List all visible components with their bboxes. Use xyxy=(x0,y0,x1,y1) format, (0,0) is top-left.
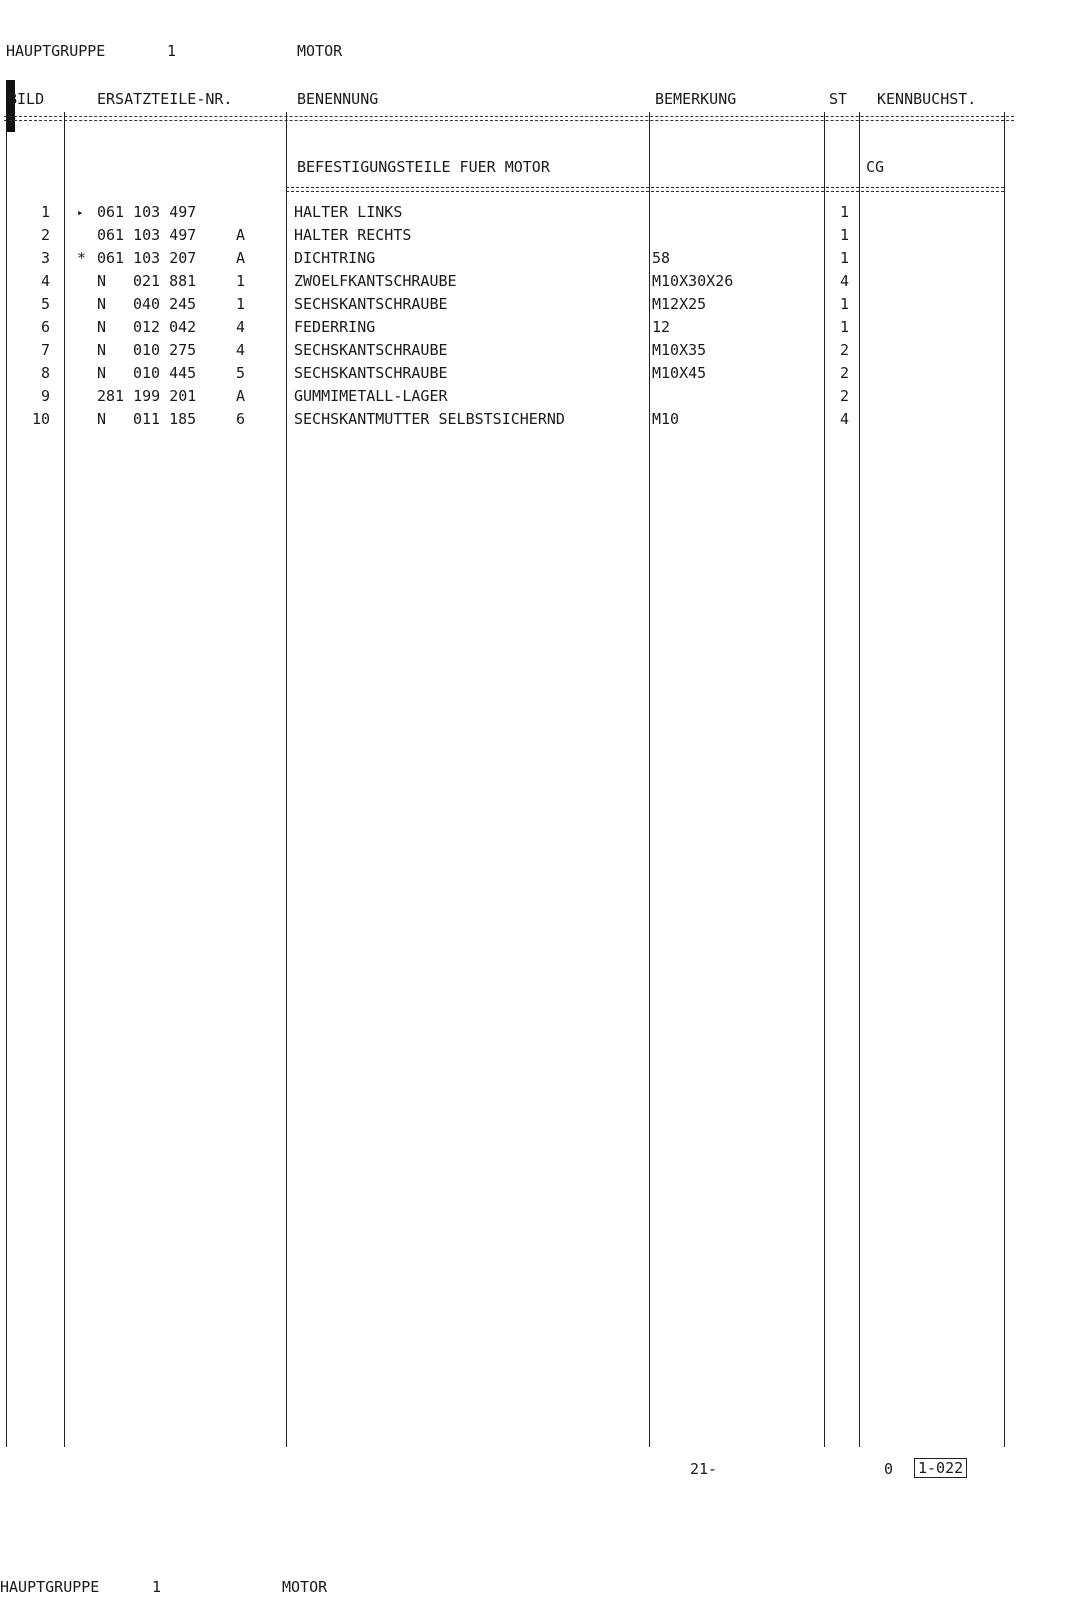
table-row xyxy=(0,203,1040,226)
row-suffix: 4 xyxy=(236,318,246,336)
row-bild: 8 xyxy=(40,364,50,382)
col-header-part-number: ERSATZTEILE-NR. xyxy=(97,90,233,108)
footer-prefix: 0 xyxy=(884,1460,894,1478)
row-bild: 4 xyxy=(40,272,50,290)
row-marker: ▸ xyxy=(77,206,84,219)
col-header-qty: ST xyxy=(829,90,848,108)
row-bild: 3 xyxy=(40,249,50,267)
section-rule-2 xyxy=(286,191,1004,192)
row-bild: 2 xyxy=(40,226,50,244)
row-qty: 2 xyxy=(840,364,850,382)
row-qty: 1 xyxy=(840,295,850,313)
row-qty: 2 xyxy=(840,341,850,359)
col-header-code: KENNBUCHST. xyxy=(877,90,977,108)
row-qty: 2 xyxy=(840,387,850,405)
row-prefix: N xyxy=(97,295,107,313)
row-qty: 1 xyxy=(840,203,850,221)
row-qty: 4 xyxy=(840,410,850,428)
row-bild: 10 xyxy=(31,410,50,428)
row-part-number: 021 881 xyxy=(133,272,197,290)
table-row xyxy=(0,364,1040,387)
table-row xyxy=(0,295,1040,318)
table-row xyxy=(0,226,1040,249)
row-part-number: 012 042 xyxy=(133,318,197,336)
row-prefix: N xyxy=(97,272,107,290)
row-bild: 7 xyxy=(40,341,50,359)
row-part-number: 011 185 xyxy=(133,410,197,428)
table-row xyxy=(0,272,1040,295)
row-qty: 4 xyxy=(840,272,850,290)
row-prefix: N xyxy=(97,410,107,428)
row-bild: 9 xyxy=(40,387,50,405)
row-remark: M10X35 xyxy=(652,341,707,359)
row-part-number: 061 103 497 xyxy=(97,226,197,244)
row-suffix: A xyxy=(236,249,246,267)
table-row xyxy=(0,341,1040,364)
row-name: SECHSKANTSCHRAUBE xyxy=(294,341,448,359)
row-name: SECHSKANTSCHRAUBE xyxy=(294,295,448,313)
row-remark: M12X25 xyxy=(652,295,707,313)
row-remark: M10 xyxy=(652,410,680,428)
group-title: MOTOR xyxy=(297,42,343,60)
row-part-number: 281 199 201 xyxy=(97,387,197,405)
row-suffix: 1 xyxy=(236,295,246,313)
row-name: SECHSKANTMUTTER SELBSTSICHERND xyxy=(294,410,565,428)
row-remark: M10X30X26 xyxy=(652,272,734,290)
row-remark: 12 xyxy=(652,318,671,336)
row-prefix: N xyxy=(97,318,107,336)
reference-box: 1-022 xyxy=(914,1458,967,1478)
col-header-bild: BILD xyxy=(8,90,45,108)
row-suffix: A xyxy=(236,387,246,405)
row-prefix: N xyxy=(97,364,107,382)
row-part-number: 061 103 207 xyxy=(97,249,197,267)
table-row xyxy=(0,249,1040,272)
table-row xyxy=(0,318,1040,341)
row-suffix: 1 xyxy=(236,272,246,290)
row-part-number: 010 445 xyxy=(133,364,197,382)
col-header-name: BENENNUNG xyxy=(297,90,379,108)
row-name: GUMMIMETALL-LAGER xyxy=(294,387,448,405)
row-remark: M10X45 xyxy=(652,364,707,382)
table-row xyxy=(0,410,1040,433)
row-name: ZWOELFKANTSCHRAUBE xyxy=(294,272,457,290)
next-group-title: MOTOR xyxy=(282,1578,328,1596)
row-part-number: 061 103 497 xyxy=(97,203,197,221)
row-name: FEDERRING xyxy=(294,318,376,336)
section-rule xyxy=(286,187,1004,188)
row-suffix: 6 xyxy=(236,410,246,428)
row-remark: 58 xyxy=(652,249,671,267)
col-header-remark: BEMERKUNG xyxy=(655,90,737,108)
row-name: HALTER RECHTS xyxy=(294,226,412,244)
row-part-number: 010 275 xyxy=(133,341,197,359)
row-suffix: 4 xyxy=(236,341,246,359)
row-name: HALTER LINKS xyxy=(294,203,403,221)
row-name: DICHTRING xyxy=(294,249,376,267)
next-group-label: HAUPTGRUPPE xyxy=(0,1578,100,1596)
section-title: BEFESTIGUNGSTEILE FUER MOTOR xyxy=(297,158,550,176)
group-number: 1 xyxy=(167,42,177,60)
group-label: HAUPTGRUPPE xyxy=(6,42,106,60)
row-bild: 1 xyxy=(40,203,50,221)
row-qty: 1 xyxy=(840,226,850,244)
row-suffix: 5 xyxy=(236,364,246,382)
header-rule-2 xyxy=(4,120,1014,121)
row-part-number: 040 245 xyxy=(133,295,197,313)
row-suffix: A xyxy=(236,226,246,244)
row-prefix: N xyxy=(97,341,107,359)
page-number: 21- xyxy=(690,1460,718,1478)
row-name: SECHSKANTSCHRAUBE xyxy=(294,364,448,382)
row-qty: 1 xyxy=(840,318,850,336)
row-bild: 5 xyxy=(40,295,50,313)
row-qty: 1 xyxy=(840,249,850,267)
table-row xyxy=(0,387,1040,410)
header-rule xyxy=(4,116,1014,117)
row-marker: * xyxy=(77,249,87,267)
section-code: CG xyxy=(866,158,885,176)
next-group-number: 1 xyxy=(152,1578,162,1596)
row-bild: 6 xyxy=(40,318,50,336)
